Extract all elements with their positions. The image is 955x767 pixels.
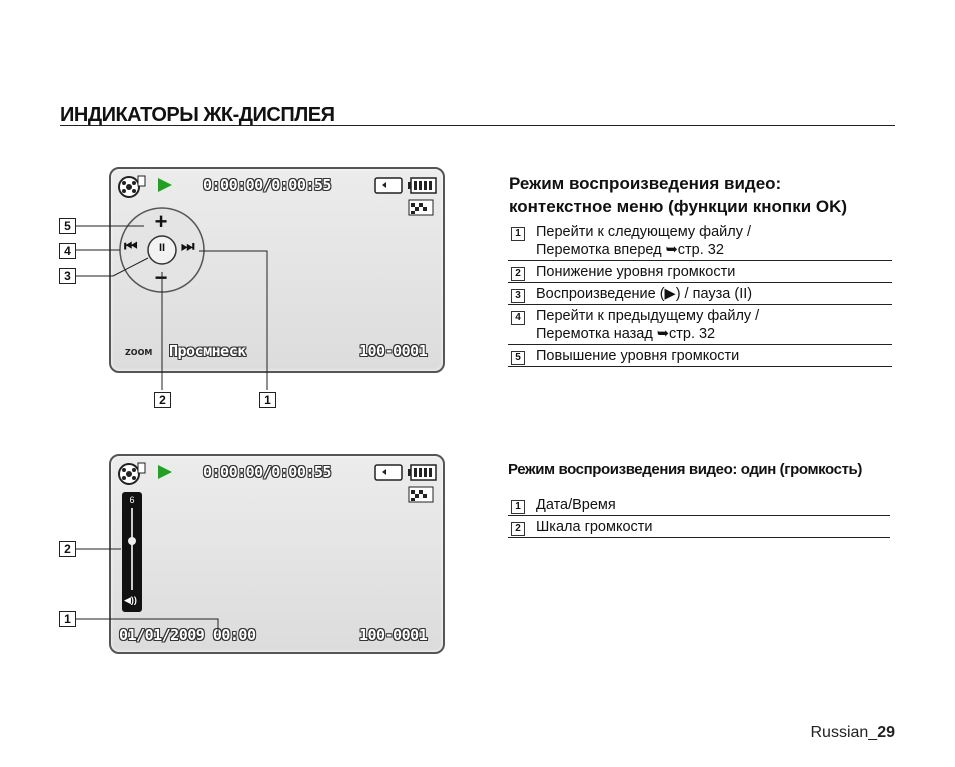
section1-heading-line1: Режим воспроизведения видео: bbox=[509, 174, 782, 193]
item-number: 1 bbox=[511, 227, 525, 241]
pause-button[interactable]: II bbox=[158, 242, 166, 254]
item-number: 2 bbox=[511, 267, 525, 281]
page-number: 29 bbox=[877, 724, 895, 741]
volume-value: 6 bbox=[129, 495, 135, 505]
item-text: Повышение уровня громкости bbox=[536, 348, 740, 364]
next-file-button[interactable]: ⏭ bbox=[181, 238, 195, 255]
item-number: 2 bbox=[511, 522, 525, 536]
item-text: Дата/Время bbox=[536, 497, 616, 513]
section2-heading: Режим воспроизведения видео: один (громкость) bbox=[508, 461, 862, 478]
list-item bbox=[508, 305, 892, 345]
item-text-cont: Перемотка назад ➥стр. 32 bbox=[536, 326, 716, 342]
list-item bbox=[508, 283, 892, 305]
speaker-icon: ◀)) bbox=[124, 595, 137, 605]
section2-list bbox=[508, 494, 890, 538]
volume-down-button[interactable]: − bbox=[154, 265, 168, 290]
list-item bbox=[508, 516, 890, 538]
item-text: Перейти к предыдущему файлу / bbox=[536, 308, 760, 324]
page-footer bbox=[811, 724, 896, 742]
callout-5: 5 bbox=[59, 218, 76, 234]
item-text: Понижение уровня громкости bbox=[536, 264, 736, 280]
item-number: 3 bbox=[511, 289, 525, 303]
list-item bbox=[508, 494, 890, 516]
section1-heading bbox=[509, 172, 889, 218]
section1-heading-line2: контекстное меню (функции кнопки OK) bbox=[509, 197, 848, 216]
list-item bbox=[508, 345, 892, 367]
volume-up-button[interactable]: + bbox=[154, 209, 168, 234]
page-title: ИНДИКАТОРЫ ЖК-ДИСПЛЕЯ bbox=[60, 104, 335, 126]
zoom-label: ZOOM bbox=[125, 348, 153, 357]
previous-file-button[interactable]: ⏮ bbox=[124, 238, 138, 255]
item-text: Перейти к следующему файлу / bbox=[536, 224, 752, 240]
file-number: 100-0001 bbox=[359, 626, 428, 644]
item-number: 1 bbox=[511, 500, 525, 514]
item-number: 5 bbox=[511, 351, 525, 365]
mode-text: Просмнеск bbox=[169, 342, 246, 360]
item-number: 4 bbox=[511, 311, 525, 325]
item-text: Шкала громкости bbox=[536, 519, 653, 535]
footer-language: Russian_ bbox=[810, 724, 878, 741]
callout-1: 1 bbox=[59, 611, 76, 627]
item-text: Воспроизведение (▶) / пауза (II) bbox=[536, 286, 753, 302]
screen2-callout-lines bbox=[0, 0, 460, 680]
file-number: 100-0001 bbox=[359, 342, 428, 360]
callout-2: 2 bbox=[59, 541, 76, 557]
date-time: 01/01/2009 00:00 bbox=[119, 626, 256, 644]
item-text-cont: Перемотка вперед ➥стр. 32 bbox=[536, 242, 724, 258]
list-item bbox=[508, 261, 892, 283]
timecode: 0:00:00/0:00:55 bbox=[203, 176, 331, 194]
list-item bbox=[508, 221, 892, 261]
callout-4: 4 bbox=[59, 243, 76, 259]
section1-list bbox=[508, 221, 892, 367]
timecode: 0:00:00/0:00:55 bbox=[203, 463, 331, 481]
callout-1: 1 bbox=[259, 392, 276, 408]
callout-3: 3 bbox=[59, 268, 76, 284]
callout-2: 2 bbox=[154, 392, 171, 408]
